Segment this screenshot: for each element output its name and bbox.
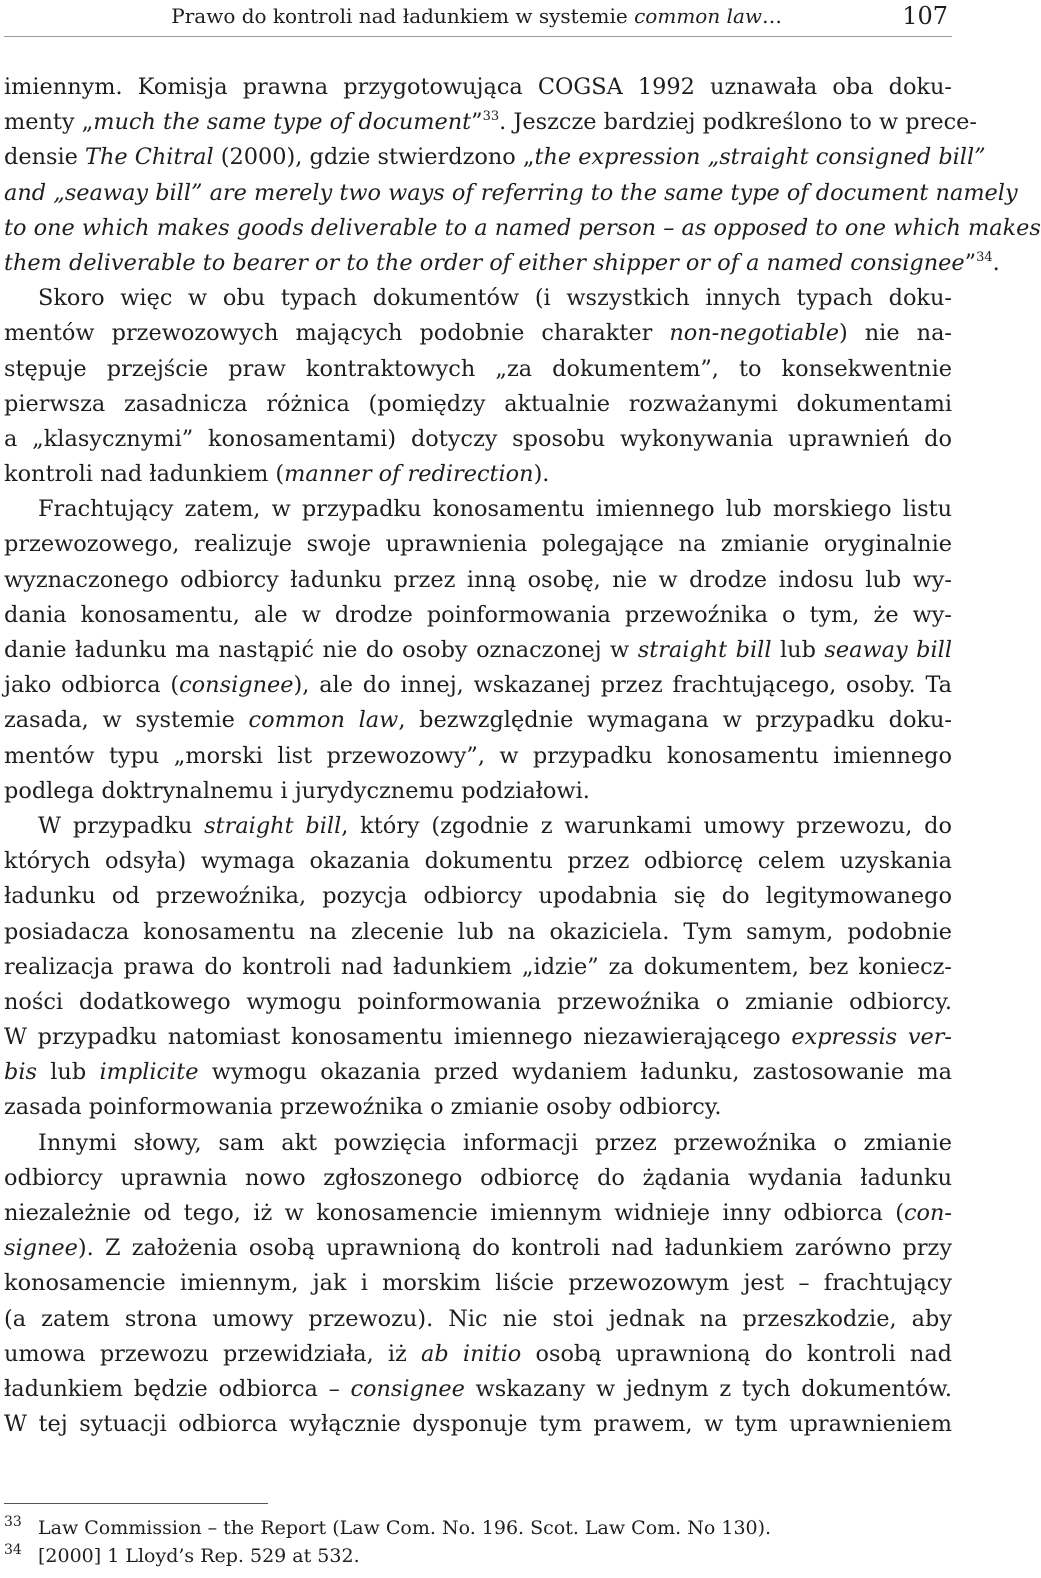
text-line <box>4 809 952 844</box>
text-line <box>4 1196 952 1231</box>
footnote-number: 33 <box>4 1514 22 1530</box>
text-line <box>4 211 1041 246</box>
text-line <box>4 879 952 914</box>
text-line <box>4 387 952 422</box>
text-segment: których odsyła) wymaga okazania dokumentu przez odbiorcę celem uzyskania <box>4 848 952 875</box>
text-segment: imiennym. Komisja prawna przygotowująca COGSA 1992 uznawała oba doku- <box>4 74 952 100</box>
text-segment: ). <box>533 461 550 488</box>
text-line <box>4 950 952 985</box>
text-line <box>4 703 952 738</box>
text-segment: niezależnie od tego, iż w konosamencie imiennym widnieje inny odbiorca ( <box>4 1200 904 1226</box>
text-segment: Innymi słowy, sam akt powzięcia informacji przez przewoźnika o zmianie <box>38 1129 952 1156</box>
text-segment: , który (zgodnie z warunkami umowy przewozu, do <box>341 812 952 839</box>
text-segment: implicite <box>99 1059 199 1086</box>
text-line <box>4 246 1000 281</box>
body-text <box>4 70 1041 1442</box>
footnote-text: [2000] 1 Lloyd’s Rep. 529 at 532. <box>38 1545 360 1567</box>
text-line <box>4 1337 952 1372</box>
footnote-text: Law Commission – the Report (Law Com. No. 196. Scot. Law Com. No 130). <box>38 1517 772 1539</box>
page-number: 107 <box>902 2 948 30</box>
text-line <box>4 140 986 175</box>
text-segment: mentów typu „morski list przewozowy”, w przypadku konosamentu imiennego <box>4 742 952 769</box>
text-line <box>4 105 977 140</box>
text-segment: common law <box>248 707 399 734</box>
text-segment: osobą uprawnioną do kontroli nad <box>521 1340 953 1367</box>
text-segment: jako odbiorca ( <box>4 672 180 699</box>
text-line <box>4 176 1018 211</box>
text-segment: kontroli nad ładunkiem ( <box>4 461 285 488</box>
text-line <box>4 352 952 387</box>
text-line <box>4 844 952 879</box>
running-header <box>4 0 952 37</box>
text-segment: straight bill <box>637 637 772 663</box>
text-line <box>4 668 952 703</box>
text-segment: pierwsza zasadnicza różnica (pomiędzy aktualnie rozważanymi dokumentami <box>4 390 952 417</box>
text-line <box>4 1302 952 1337</box>
text-line <box>4 1020 952 1055</box>
running-title: Prawo do kontroli nad ładunkiem w systemie common law… <box>171 4 782 28</box>
text-segment: ności dodatkowego wymogu poinformowania przewoźnika o zmianie odbiorcy. <box>4 988 952 1015</box>
text-segment: dania konosamentu, ale w drodze poinformowania przewoźnika o tym, że wy- <box>4 601 952 628</box>
text-line <box>4 739 952 774</box>
footnote-reference: 33 <box>482 109 500 125</box>
text-segment: , bezwzględnie wymagana w przypadku doku- <box>398 707 952 734</box>
text-segment: the expression „straight consigned bill” <box>534 144 986 171</box>
text-segment: Frachtujący zatem, w przypadku konosamentu imiennego lub morskiego listu <box>38 496 952 523</box>
footnote <box>4 1542 944 1570</box>
text-segment: signee <box>4 1235 78 1262</box>
text-line <box>4 598 952 633</box>
text-segment: ” <box>964 249 977 276</box>
text-segment: Skoro więc w obu typach dokumentów (i wszystkich innych typach doku- <box>38 285 952 312</box>
text-line <box>4 1372 952 1407</box>
text-line <box>4 1126 952 1161</box>
text-segment: ” <box>471 109 483 136</box>
text-segment: posiadacza konosamentu na zlecenie lub na okaziciela. Tym samym, podobnie <box>4 918 952 945</box>
text-segment: ). Z założenia osobą uprawnioną do kontroli nad ładunkiem zarówno przy <box>77 1235 952 1262</box>
text-segment: densie <box>4 144 86 171</box>
text-segment: ładunkiem będzie odbiorca – <box>4 1375 351 1402</box>
text-segment: straight bill <box>204 812 342 839</box>
text-segment: menty „ <box>4 109 94 136</box>
footnote-number: 34 <box>4 1542 22 1558</box>
text-segment: podlega doktrynalnemu i jurydycznemu podziałowi. <box>4 777 590 804</box>
text-segment: ab initio <box>421 1340 522 1367</box>
text-line <box>4 422 952 457</box>
text-segment: manner of redirection <box>284 461 534 488</box>
footnote-separator <box>4 1503 268 1504</box>
text-segment: wskazany w jednym z tych dokumentów. <box>464 1375 953 1402</box>
text-segment: consignee <box>179 672 294 699</box>
text-segment: odbiorcy uprawnia nowo zgłoszonego odbiorcę do żądania wydania ładunku <box>4 1164 952 1191</box>
text-segment: (a zatem strona umowy przewozu). Nic nie stoi jednak na przeszkodzie, aby <box>4 1305 952 1332</box>
text-segment: to one which makes goods deliverable to a named person – as opposed to one which makes <box>4 214 1041 241</box>
text-segment: W tej sytuacji odbiorca wyłącznie dysponuje tym prawem, w tym uprawnieniem <box>4 1411 952 1438</box>
text-line <box>4 633 952 668</box>
text-segment: W przypadku natomiast konosamentu imiennego niezawierającego <box>4 1024 792 1051</box>
text-segment: W przypadku <box>38 812 205 839</box>
text-segment: a „klasycznymi” konosamentami) dotyczy sposobu wykonywania uprawnień do <box>4 425 952 452</box>
text-segment: (2000), gdzie stwierdzono „ <box>213 144 535 171</box>
text-segment: non-negotiable <box>669 320 839 347</box>
footnote <box>4 1514 944 1542</box>
text-segment: lub <box>771 637 825 663</box>
text-line <box>4 1407 952 1442</box>
text-segment: and „seaway bill” are merely two ways of referring to the same type of document namely <box>4 179 1018 206</box>
text-segment: . Jeszcze bardziej podkreślono to w prece- <box>499 109 977 136</box>
text-line <box>4 1161 952 1196</box>
text-segment: ładunku od przewoźnika, pozycja odbiorcy upodabnia się do legitymowanego <box>4 883 952 910</box>
text-segment: . <box>992 249 1000 276</box>
text-segment: them deliverable to bearer or to the order of either shipper or of a named consignee <box>4 249 965 276</box>
text-line <box>4 1231 952 1266</box>
text-segment: przewozowego, realizuje swoje uprawnienia polegające na zmianie oryginalnie <box>4 531 952 558</box>
text-segment: expressis ver- <box>791 1024 952 1051</box>
text-line <box>4 563 952 598</box>
text-line <box>4 985 952 1020</box>
text-segment: wymogu okazania przed wydaniem ładunku, zastosowanie ma <box>198 1059 952 1086</box>
text-segment: much the same type of document <box>93 109 472 136</box>
text-segment: seaway bill <box>824 637 952 663</box>
text-line <box>4 774 952 809</box>
text-segment: konosamencie imiennym, jak i morskim liście przewozowym jest – frachtujący <box>4 1270 952 1297</box>
text-segment: umowa przewozu przewidziała, iż <box>4 1340 422 1367</box>
text-line <box>4 70 952 105</box>
text-line <box>4 492 952 527</box>
text-segment: zasada, w systemie <box>4 707 249 734</box>
text-segment: The Chitral <box>85 144 214 171</box>
text-segment: bis <box>4 1059 37 1086</box>
text-line <box>4 316 952 351</box>
footnotes <box>4 1514 944 1570</box>
text-segment: mentów przewozowych mających podobnie charakter <box>4 320 670 347</box>
text-segment: lub <box>37 1059 100 1086</box>
text-segment: con- <box>903 1200 952 1226</box>
text-line <box>4 1055 952 1090</box>
text-segment: consignee <box>350 1375 465 1402</box>
text-segment: zasada poinformowania przewoźnika o zmianie osoby odbiorcy. <box>4 1094 722 1121</box>
text-segment: danie ładunku ma nastąpić nie do osoby oznaczonej w <box>4 637 638 663</box>
text-line <box>4 457 952 492</box>
text-segment: realizacja prawa do kontroli nad ładunkiem „idzie” za dokumentem, bez koniecz- <box>4 953 952 980</box>
text-line <box>4 281 952 316</box>
text-line <box>4 915 952 950</box>
text-line <box>4 1266 952 1301</box>
footnote-reference: 34 <box>976 249 993 265</box>
text-line <box>4 1090 952 1125</box>
text-segment: ), ale do innej, wskazanej przez frachtującego, osoby. Ta <box>293 672 952 699</box>
text-segment: wyznaczonego odbiorcy ładunku przez inną osobę, nie w drodze indosu lub wy- <box>4 566 952 593</box>
text-segment: ) nie na- <box>838 320 952 347</box>
text-line <box>4 527 952 562</box>
text-segment: stępuje przejście praw kontraktowych „za dokumentem”, to konsekwentnie <box>4 355 952 382</box>
